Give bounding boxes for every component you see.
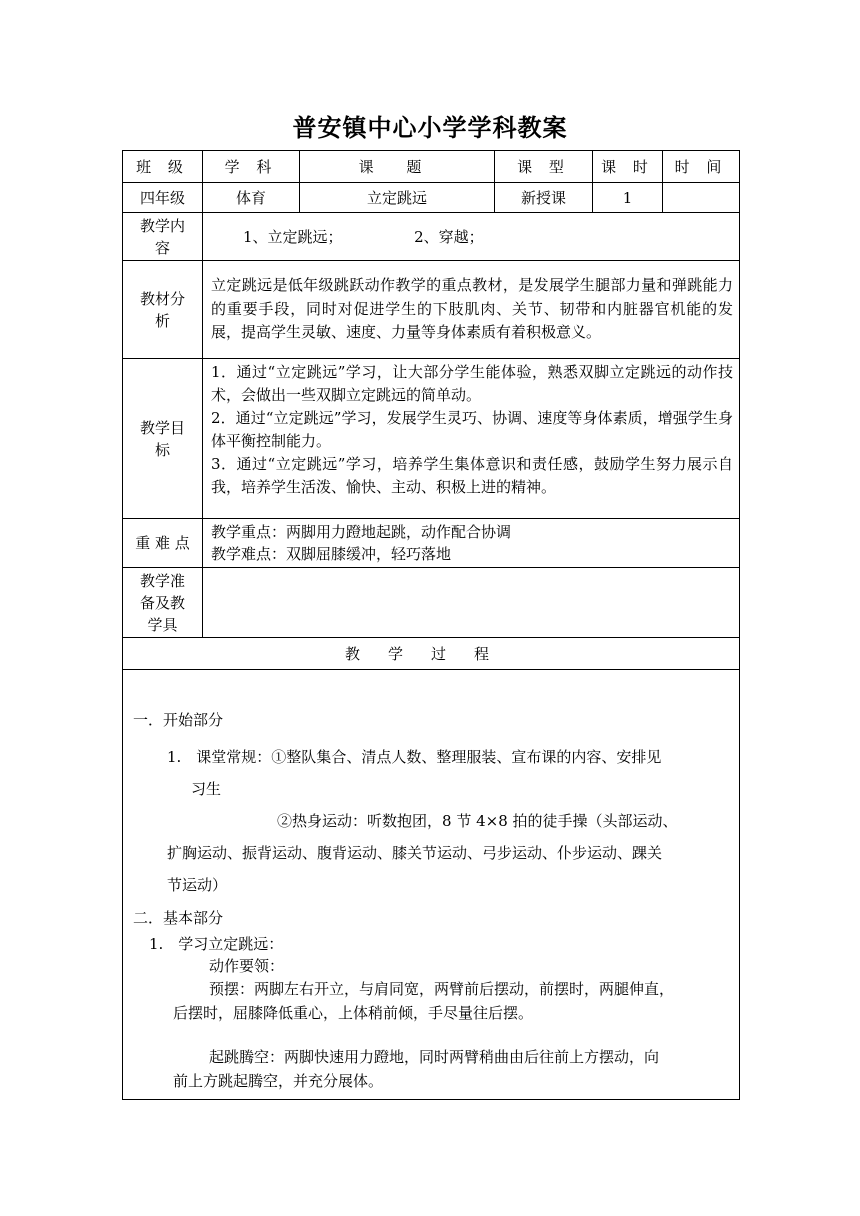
info-type: 新授课 — [495, 183, 593, 213]
s1-item1-line1: 1. 课堂常规：①整队集合、清点人数、整理服装、宣布课的内容、安排见 — [167, 748, 662, 766]
s2-jump-line1: 起跳腾空：两脚快速用力蹬地，同时两臂稍曲由后往前上方摆动，向 — [209, 1048, 660, 1066]
s1-item2-line3: 节运动） — [167, 876, 228, 894]
s1-item2-line1: ②热身运动：听数抱团，8 节 4×8 拍的徒手操（头部运动、 — [277, 812, 678, 830]
goals-cell — [203, 359, 740, 519]
s2-item1: 1. 学习立定跳远： — [149, 935, 284, 953]
process-cell — [123, 670, 740, 1100]
prep-row — [123, 568, 740, 638]
header-topic: 课 题 — [300, 151, 495, 183]
header-subject: 学 科 — [203, 151, 300, 183]
prep-label: 教学准备及教学具 — [123, 568, 203, 638]
s1-item2-line2: 扩胸运动、振背运动、腹背运动、膝关节运动、弓步运动、仆步运动、踝关 — [167, 844, 663, 862]
section-1-title: 一．开始部分 — [133, 711, 224, 729]
info-hours: 1 — [593, 183, 663, 213]
info-subject: 体育 — [203, 183, 300, 213]
goal-item-2: 2．通过“立定跳远”学习，发展学生灵巧、协调、速度等身体素质，增强学生身体平衡控制能力。 — [211, 409, 733, 450]
goal-item-1: 1．通过“立定跳远”学习，让大部分学生能体验，熟悉双脚立定跳远的动作技术，会做出一些双脚立定跳远的简单动。 — [211, 363, 733, 404]
hard-point: 教学难点：双脚屈膝缓冲，轻巧落地 — [211, 545, 452, 563]
info-class: 四年级 — [123, 183, 203, 213]
header-class: 班 级 — [123, 151, 203, 183]
content-item-1: 1、立定跳远； — [243, 228, 343, 246]
analysis-row — [123, 261, 740, 359]
s2-jump-line2: 前上方跳起腾空，并充分展体。 — [173, 1072, 384, 1090]
section-2-title: 二．基本部分 — [133, 909, 224, 927]
info-time — [663, 183, 740, 213]
page-title: 普安镇中心小学学科教案 — [292, 113, 568, 142]
process-row — [123, 670, 740, 1100]
difficulty-row — [123, 519, 740, 568]
info-topic: 立定跳远 — [300, 183, 495, 213]
header-time: 时 间 — [663, 151, 740, 183]
content-row — [123, 213, 740, 261]
lesson-plan-table — [122, 150, 740, 1100]
key-point: 教学重点：两脚用力蹬地起跳，动作配合协调 — [211, 523, 512, 541]
s1-item1-line2: 习生 — [191, 780, 222, 798]
s2-prep-line2: 后摆时，屈膝降低重心，上体稍前倾，手尽量往后摆。 — [173, 1004, 534, 1022]
goal-item-3: 3．通过“立定跳远”学习，培养学生集体意识和责任感，鼓励学生努力展示自我，培养学生活泼、愉快、主动、积极上进的精神。 — [211, 455, 733, 496]
header-row — [123, 151, 740, 183]
analysis-text: 立定跳远是低年级跳跃动作教学的重点教材，是发展学生腿部力量和弹跳能力的重要手段，同时对促进学生的下肢肌肉、关节、韧带和内脏器官机能的发展，提高学生灵敏、速度、力量等身体素质有着积极意义。 — [203, 261, 740, 359]
header-type: 课 型 — [495, 151, 593, 183]
difficulty-cell — [203, 519, 740, 568]
analysis-label: 教材分析 — [123, 261, 203, 359]
header-hours: 课 时 — [593, 151, 663, 183]
s2-action: 动作要领： — [209, 957, 285, 975]
content-item-2: 2、穿越； — [414, 228, 484, 246]
content-cell — [203, 213, 740, 261]
process-heading: 教学过程 — [123, 638, 740, 670]
process-heading-row — [123, 638, 740, 670]
difficulty-label: 重 难 点 — [123, 519, 203, 568]
goals-row — [123, 359, 740, 519]
s2-prep-line1: 预摆：两脚左右开立，与肩同宽，两臂前后摆动，前摆时，两腿伸直， — [209, 980, 675, 998]
goals-label: 教学目标 — [123, 359, 203, 519]
info-row — [123, 183, 740, 213]
content-label: 教学内容 — [123, 213, 203, 261]
prep-cell — [203, 568, 740, 638]
